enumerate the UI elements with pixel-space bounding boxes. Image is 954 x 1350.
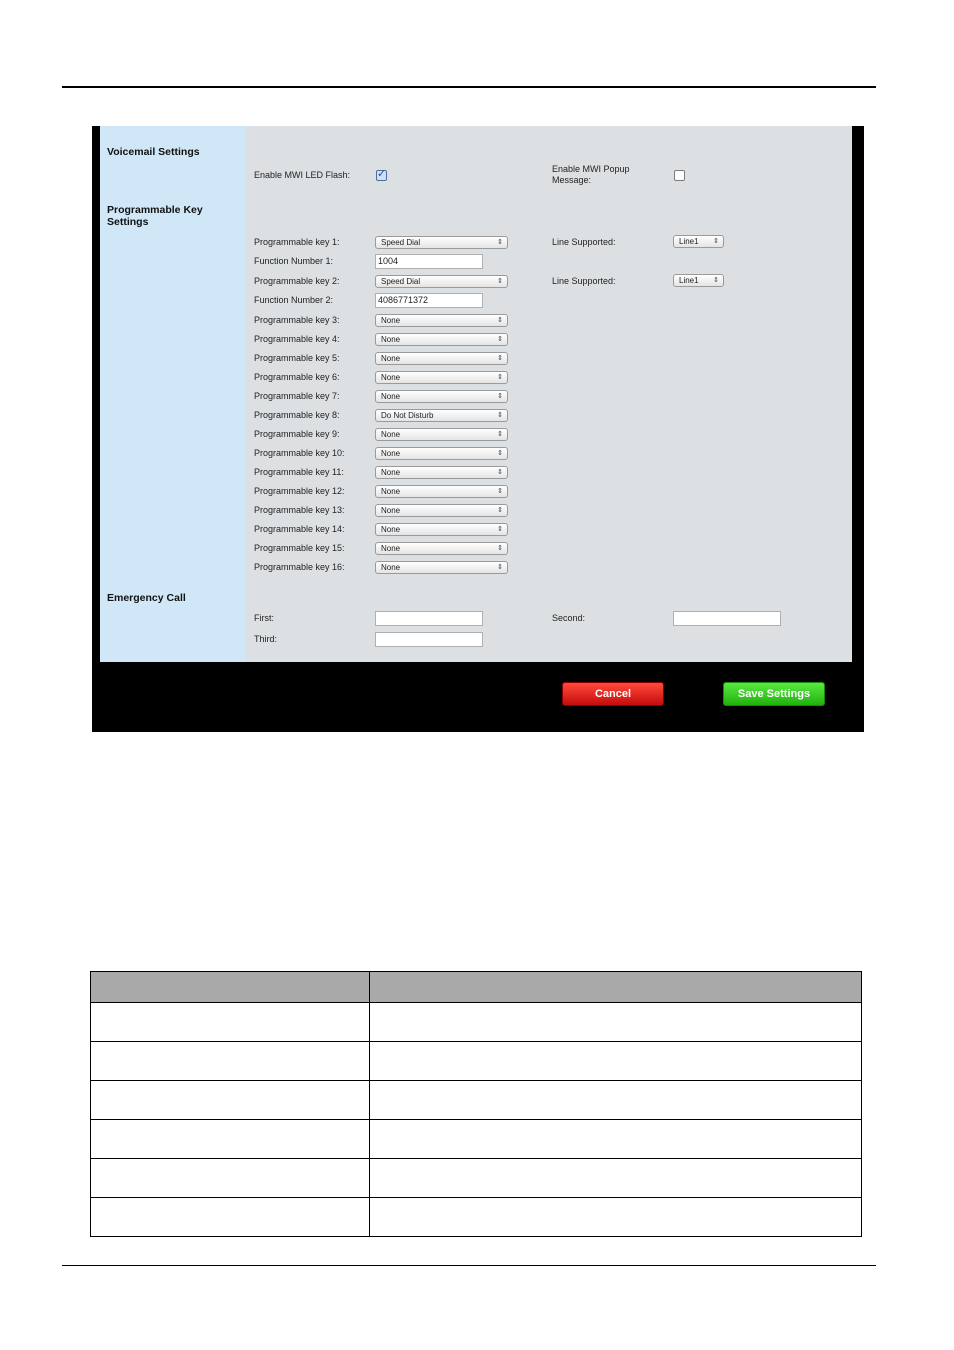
programmable-key-select[interactable]: None ⇕ xyxy=(375,371,508,384)
programmable-key-label: Programmable key 6: xyxy=(254,372,340,382)
select-arrows-icon: ⇕ xyxy=(497,317,503,324)
programmable-key-select[interactable]: None ⇕ xyxy=(375,447,508,460)
programmable-key-label: Programmable key 10: xyxy=(254,448,345,458)
programmable-key-label: Programmable key 2: xyxy=(254,276,340,286)
select-arrows-icon: ⇕ xyxy=(497,431,503,438)
checkmark-icon: ✓ xyxy=(377,168,387,180)
programmable-key-label: Programmable key 8: xyxy=(254,410,340,420)
programmable-key-label: Programmable key 5: xyxy=(254,353,340,363)
table-row xyxy=(91,1003,862,1042)
table-row xyxy=(91,1159,862,1198)
programmable-key-label: Programmable key 1: xyxy=(254,237,340,247)
cancel-button[interactable]: Cancel xyxy=(562,682,664,706)
mwi-led-flash-label: Enable MWI LED Flash: xyxy=(254,170,351,180)
select-arrows-icon: ⇕ xyxy=(497,469,503,476)
programmable-key-label: Programmable key 7: xyxy=(254,391,340,401)
table-row xyxy=(91,1042,862,1081)
emergency-third-input[interactable] xyxy=(375,632,483,647)
programmable-key-label: Programmable key 16: xyxy=(254,562,345,572)
select-arrows-icon: ⇕ xyxy=(497,336,503,343)
programmable-key-select[interactable]: None ⇕ xyxy=(375,333,508,346)
function-number-input[interactable]: 1004 xyxy=(375,254,483,269)
table-row xyxy=(91,1198,862,1237)
line-supported-label-2: Line Supported: xyxy=(552,276,616,286)
page-header-rule xyxy=(62,86,876,88)
select-arrows-icon: ⇕ xyxy=(497,393,503,400)
settings-screenshot xyxy=(92,126,864,732)
programmable-key-select[interactable]: None ⇕ xyxy=(375,390,508,403)
programmable-key-select[interactable]: None ⇕ xyxy=(375,314,508,327)
emergency-first-input[interactable] xyxy=(375,611,483,626)
section-voicemail-settings: Voicemail Settings xyxy=(107,146,200,158)
programmable-key-label: Programmable key 12: xyxy=(254,486,345,496)
select-arrows-icon: ⇕ xyxy=(497,374,503,381)
section-programmable-key-settings: Programmable Key Settings xyxy=(107,204,203,228)
line-supported-select-2[interactable]: Line1 ⇕ xyxy=(673,274,724,287)
select-arrows-icon: ⇕ xyxy=(497,564,503,571)
function-number-label: Function Number 2: xyxy=(254,295,334,305)
parameter-table xyxy=(90,971,862,1237)
select-arrows-icon: ⇕ xyxy=(497,355,503,362)
table-row xyxy=(91,1120,862,1159)
emergency-first-label: First: xyxy=(254,613,274,623)
select-arrows-icon: ⇕ xyxy=(497,239,503,246)
programmable-key-label: Programmable key 13: xyxy=(254,505,345,515)
programmable-key-select[interactable]: None ⇕ xyxy=(375,466,508,479)
line-supported-select-1[interactable]: Line1 ⇕ xyxy=(673,235,724,248)
select-arrows-icon: ⇕ xyxy=(713,238,719,245)
emergency-second-label: Second: xyxy=(552,613,586,623)
save-settings-button[interactable]: Save Settings xyxy=(723,682,825,706)
programmable-key-label: Programmable key 15: xyxy=(254,543,345,553)
page-footer-rule xyxy=(62,1265,876,1266)
select-arrows-icon: ⇕ xyxy=(497,450,503,457)
programmable-key-label: Programmable key 4: xyxy=(254,334,340,344)
programmable-key-select[interactable]: Speed Dial ⇕ xyxy=(375,275,508,288)
select-arrows-icon: ⇕ xyxy=(497,507,503,514)
table-row xyxy=(91,1081,862,1120)
programmable-key-label: Programmable key 3: xyxy=(254,315,340,325)
programmable-key-select[interactable]: Do Not Disturb ⇕ xyxy=(375,409,508,422)
settings-panel xyxy=(100,126,852,662)
function-number-input[interactable]: 4086771372 xyxy=(375,293,483,308)
programmable-key-select[interactable]: None ⇕ xyxy=(375,504,508,517)
select-arrows-icon: ⇕ xyxy=(497,278,503,285)
programmable-key-label: Programmable key 11: xyxy=(254,467,344,477)
mwi-popup-message-label: Enable MWI Popup Message: xyxy=(552,164,630,185)
programmable-key-label: Programmable key 9: xyxy=(254,429,340,439)
programmable-key-select[interactable]: None ⇕ xyxy=(375,352,508,365)
programmable-key-select[interactable]: None ⇕ xyxy=(375,485,508,498)
programmable-key-select[interactable]: None ⇕ xyxy=(375,542,508,555)
table-header-row xyxy=(91,972,862,1003)
programmable-key-select[interactable]: None ⇕ xyxy=(375,428,508,441)
select-arrows-icon: ⇕ xyxy=(497,412,503,419)
line-supported-label-1: Line Supported: xyxy=(552,237,616,247)
programmable-key-select[interactable]: Speed Dial ⇕ xyxy=(375,236,508,249)
programmable-key-select[interactable]: None ⇕ xyxy=(375,561,508,574)
mwi-popup-message-checkbox[interactable] xyxy=(674,170,685,181)
select-arrows-icon: ⇕ xyxy=(497,488,503,495)
select-arrows-icon: ⇕ xyxy=(497,526,503,533)
mwi-led-flash-checkbox[interactable] xyxy=(376,170,387,181)
section-emergency-call: Emergency Call xyxy=(107,592,186,604)
programmable-key-label: Programmable key 14: xyxy=(254,524,345,534)
sidebar xyxy=(100,126,245,662)
emergency-third-label: Third: xyxy=(254,634,278,644)
select-arrows-icon: ⇕ xyxy=(497,545,503,552)
function-number-label: Function Number 1: xyxy=(254,256,334,266)
programmable-key-select[interactable]: None ⇕ xyxy=(375,523,508,536)
emergency-second-input[interactable] xyxy=(673,611,781,626)
select-arrows-icon: ⇕ xyxy=(713,277,719,284)
